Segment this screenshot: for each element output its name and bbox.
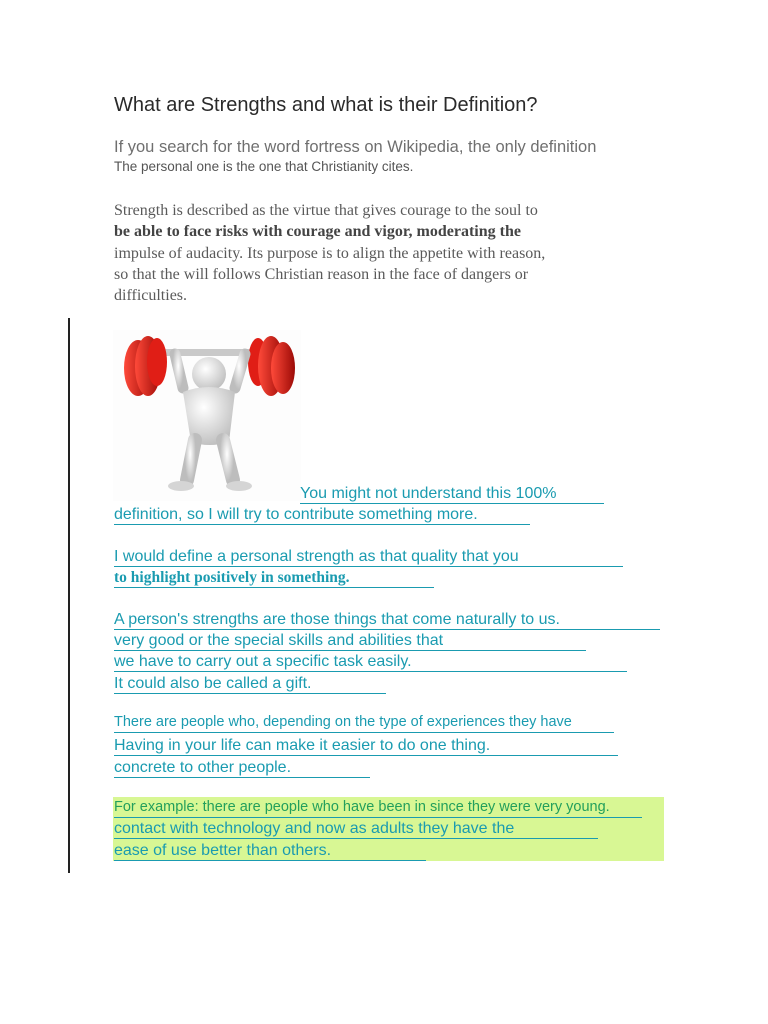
quote-line-4: so that the will follows Christian reason in the face of dangers or [114, 266, 529, 283]
p2-line-1: I would define a personal strength as that quality that you [114, 547, 623, 567]
quote-bold-text: be able to face risks with courage and vigor, moderating the [114, 223, 521, 240]
p4-line-2: Having in your life can make it easier to do one thing. [114, 736, 618, 756]
intro-line-2: The personal one is the one that Christianity cites. [114, 159, 414, 174]
p5-line-1: For example: there are people who have been in since they were very young. [114, 798, 642, 818]
p5-line-2: contact with technology and now as adults they have the [114, 819, 598, 839]
p5-line-3: ease of use better than others. [114, 841, 426, 861]
weightlifter-figure-icon [113, 330, 301, 501]
intro-line-1: If you search for the word fortress on Wikipedia, the only definition [114, 138, 597, 156]
p1-line-2: definition, so I will try to contribute something more. [114, 505, 530, 525]
quote-line-5: difficulties. [114, 287, 188, 304]
p2-line-2: to highlight positively in something. [114, 568, 434, 588]
page-title: What are Strengths and what is their Definition? [114, 94, 538, 116]
quote-line-2 [114, 223, 521, 241]
quote-line-3: impulse of audacity. Its purpose is to align the appetite with reason, [114, 245, 546, 262]
quote-line-1: Strength is described as the virtue that gives courage to the soul to [114, 202, 538, 219]
p4-line-3: concrete to other people. [114, 758, 370, 778]
margin-line [68, 318, 70, 873]
p3-line-2: very good or the special skills and abilities that [114, 631, 586, 651]
p3-line-1: A person's strengths are those things that come naturally to us. [114, 610, 660, 630]
p1-line-1: You might not understand this 100% [300, 484, 604, 504]
p3-line-3: we have to carry out a specific task easily. [114, 652, 627, 672]
p4-line-1: There are people who, depending on the type of experiences they have [114, 713, 614, 733]
p3-line-4: It could also be called a gift. [114, 674, 386, 694]
